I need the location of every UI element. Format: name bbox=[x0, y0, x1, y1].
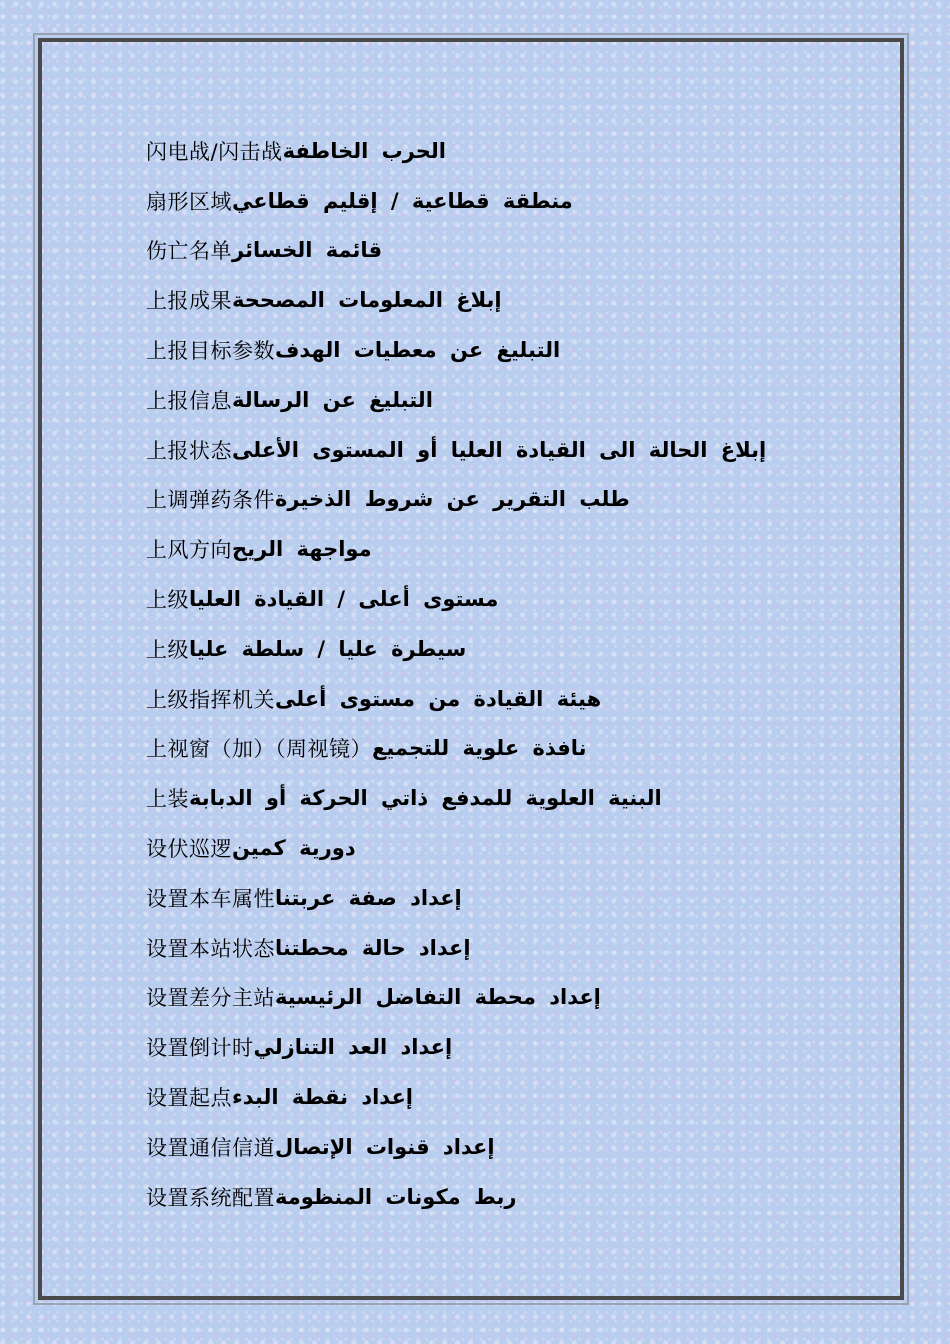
glossary-entry bbox=[146, 873, 766, 923]
glossary-entry bbox=[146, 524, 766, 574]
arabic-term: ربط مكونات المنظومة bbox=[275, 1184, 517, 1209]
arabic-term: إعداد حالة محطتنا bbox=[275, 935, 471, 960]
chinese-term: 上级指挥机关 bbox=[146, 687, 275, 712]
chinese-term: 伤亡名单 bbox=[146, 239, 232, 264]
chinese-term: 设置系统配置 bbox=[146, 1185, 275, 1210]
arabic-term: البنية العلوية للمدفع ذاتي الحركة أو الدبابة bbox=[189, 786, 662, 811]
glossary-entry bbox=[146, 923, 766, 973]
arabic-term: إعداد نقطة البدء bbox=[232, 1085, 413, 1110]
arabic-term: منطقة قطاعية / إقليم قطاعي bbox=[232, 188, 573, 213]
glossary-entry bbox=[146, 226, 766, 276]
arabic-term: مستوى أعلى / القيادة العليا bbox=[189, 587, 499, 612]
glossary-entry bbox=[146, 624, 766, 674]
glossary-entry bbox=[146, 325, 766, 375]
arabic-term: التبليغ عن معطيات الهدف bbox=[275, 338, 561, 363]
glossary-entry bbox=[146, 1072, 766, 1122]
arabic-term: هيئة القيادة من مستوى أعلى bbox=[275, 686, 602, 711]
glossary-entry bbox=[146, 773, 766, 823]
arabic-term: إعداد قنوات الإتصال bbox=[275, 1134, 495, 1159]
chinese-term: 上级 bbox=[146, 637, 189, 662]
glossary-entry bbox=[146, 823, 766, 873]
arabic-term: إبلاغ المعلومات المصححة bbox=[232, 288, 502, 313]
glossary-entry bbox=[146, 1122, 766, 1172]
chinese-term: 设置起点 bbox=[146, 1086, 232, 1111]
glossary-entry bbox=[146, 126, 766, 176]
chinese-term: 上报信息 bbox=[146, 388, 232, 413]
chinese-term: 设置本站状态 bbox=[146, 936, 275, 961]
chinese-term: 上风方向 bbox=[146, 538, 232, 563]
glossary-entry bbox=[146, 275, 766, 325]
chinese-term: 上调弹药条件 bbox=[146, 488, 275, 513]
chinese-term: 设置本车属性 bbox=[146, 886, 275, 911]
chinese-term: 闪电战/闪击战 bbox=[146, 139, 283, 164]
chinese-term: 上视窗（加）（周视镜） bbox=[146, 737, 372, 762]
arabic-term: التبليغ عن الرسالة bbox=[232, 387, 433, 412]
chinese-term: 上报状态 bbox=[146, 438, 232, 463]
arabic-term: قائمة الخسائر bbox=[232, 238, 383, 263]
glossary-entry bbox=[146, 674, 766, 724]
chinese-term: 扇形区域 bbox=[146, 189, 232, 214]
glossary-entry bbox=[146, 475, 766, 525]
arabic-term: إعداد محطة التفاضل الرئيسية bbox=[275, 985, 601, 1010]
arabic-term: نافذة علوية للتجميع bbox=[372, 736, 587, 761]
glossary-entry bbox=[146, 176, 766, 226]
chinese-term: 设置差分主站 bbox=[146, 986, 275, 1011]
chinese-term: 设置倒计时 bbox=[146, 1036, 254, 1061]
arabic-term: دورية كمين bbox=[232, 836, 356, 861]
glossary-list bbox=[146, 126, 766, 1222]
arabic-term: إعداد صفة عربتنا bbox=[275, 885, 462, 910]
glossary-entry bbox=[146, 1022, 766, 1072]
arabic-term: إبلاغ الحالة الى القيادة العليا أو المستوى الأعلى bbox=[232, 437, 767, 462]
arabic-term: طلب التقرير عن شروط الذخيرة bbox=[275, 487, 630, 512]
glossary-entry bbox=[146, 1172, 766, 1222]
glossary-entry bbox=[146, 425, 766, 475]
arabic-term: الحرب الخاطفة bbox=[282, 138, 447, 163]
glossary-entry bbox=[146, 724, 766, 774]
arabic-term: مواجهة الريح bbox=[232, 537, 372, 562]
chinese-term: 设置通信信道 bbox=[146, 1135, 275, 1160]
chinese-term: 设伏巡逻 bbox=[146, 837, 232, 862]
arabic-term: سيطرة عليا / سلطة عليا bbox=[189, 636, 467, 661]
chinese-term: 上报成果 bbox=[146, 289, 232, 314]
glossary-entry bbox=[146, 375, 766, 425]
glossary-entry bbox=[146, 973, 766, 1023]
chinese-term: 上级 bbox=[146, 588, 189, 613]
glossary-entry bbox=[146, 574, 766, 624]
arabic-term: إعداد العد التنازلي bbox=[253, 1035, 453, 1060]
chinese-term: 上装 bbox=[146, 787, 189, 812]
chinese-term: 上报目标参数 bbox=[146, 339, 275, 364]
